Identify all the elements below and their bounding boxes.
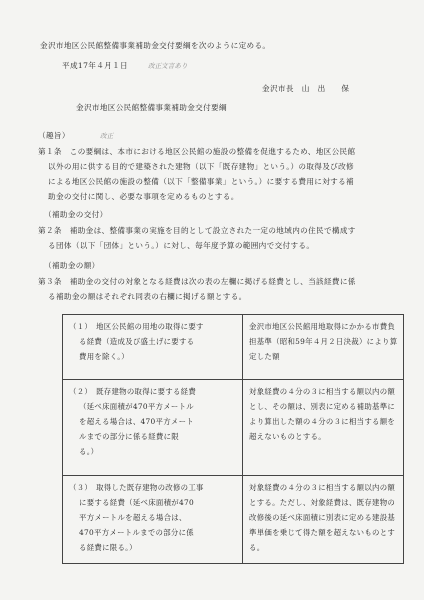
grant-heading: （補助金の交付） — [44, 210, 108, 219]
article-2-line: る団体（以下「団体」という。）に対し、毎年度予算の範囲内で交付する。 — [48, 241, 315, 250]
purpose-handwritten-note: 改正 — [100, 132, 114, 140]
enactment-line: 金沢市地区公民館整備事業補助金交付要綱を次のように定める。 — [40, 41, 271, 50]
article-2-line: 第２条 補助金は、整備事業の実施を目的として設立された一定の地域内の住民で構成す — [38, 226, 356, 235]
article-3-line: る補助金の額はそれぞれ同表の右欄に掲げる額とする。 — [48, 292, 247, 301]
table-row — [63, 315, 404, 380]
article-1-line: による地区公民館の施設の整備（以下「整備事業」という。）に要する費用に対する補 — [48, 177, 355, 186]
article-1-line: 助金の交付に関し、必要な事項を定めるものとする。 — [48, 192, 239, 201]
article-2 — [38, 223, 356, 253]
article-1-line: 第１条 この要綱は、本市における地区公民館の施設の整備を促進するため、地区公民館 — [38, 147, 356, 156]
enactment-date: 平成17年４月１日 — [62, 61, 128, 70]
mayor-name: 金沢市長 山 出 保 — [262, 84, 350, 93]
article-3-line: 第３条 補助金の交付の対象となる経費は次の表の左欄に掲げる経費とし、当該経費に係 — [38, 277, 356, 286]
table-cell-amount: 金沢市地区公民館用地取得にかかる市費負 担基準（昭和59年４月２日決裁）により算 定した額 — [243, 315, 404, 380]
purpose-heading: （趣旨） — [38, 131, 70, 140]
article-1 — [38, 144, 355, 204]
table-cell-expense: （１） 地区公民館の用地の取得に要す る経費（造成及び盛土げに要する 費用を除く。） — [63, 315, 243, 380]
amount-heading: （補助金の額） — [44, 261, 100, 270]
table-cell-amount: 対象経費の４分の３に相当する額以内の額 とする。ただし、対象経費は、既存建物の 改修後の延べ床面積に別表に定める建設基 準単価を乗じて得た額を超えないものとす る。 — [243, 476, 404, 564]
article-1-line: 以外の用に供する目的で建築された建物（以下「既存建物」という。）の取得及び改修 — [48, 162, 355, 171]
table-row — [63, 380, 404, 476]
handwritten-note: 改正文言あり — [148, 62, 188, 70]
document-title: 金沢市地区公民館整備事業補助金交付要綱 — [76, 103, 227, 112]
subsidy-table — [62, 314, 404, 564]
table-row — [63, 476, 404, 564]
table-cell-amount: 対象経費の４分の３に相当する額以内の額 とし、その額は、別表に定める補助基準に より算出した額の４分の３に相当する額を 超えないものとする。 — [243, 380, 404, 476]
table-cell-expense: （３） 取得した既存建物の改修の工事 に要する経費（延べ床面積が470 平方メートルを超える場合は、 470平方メートルまでの部分に係 る経費に限る。） — [63, 476, 243, 564]
table-cell-expense: （２） 既存建物の取得に要する経費 （延べ床面積が470平方メートル を超える場合は、470平方メート ルまでの部分に係る経費に限 る。） — [63, 380, 243, 476]
article-3 — [38, 274, 356, 304]
